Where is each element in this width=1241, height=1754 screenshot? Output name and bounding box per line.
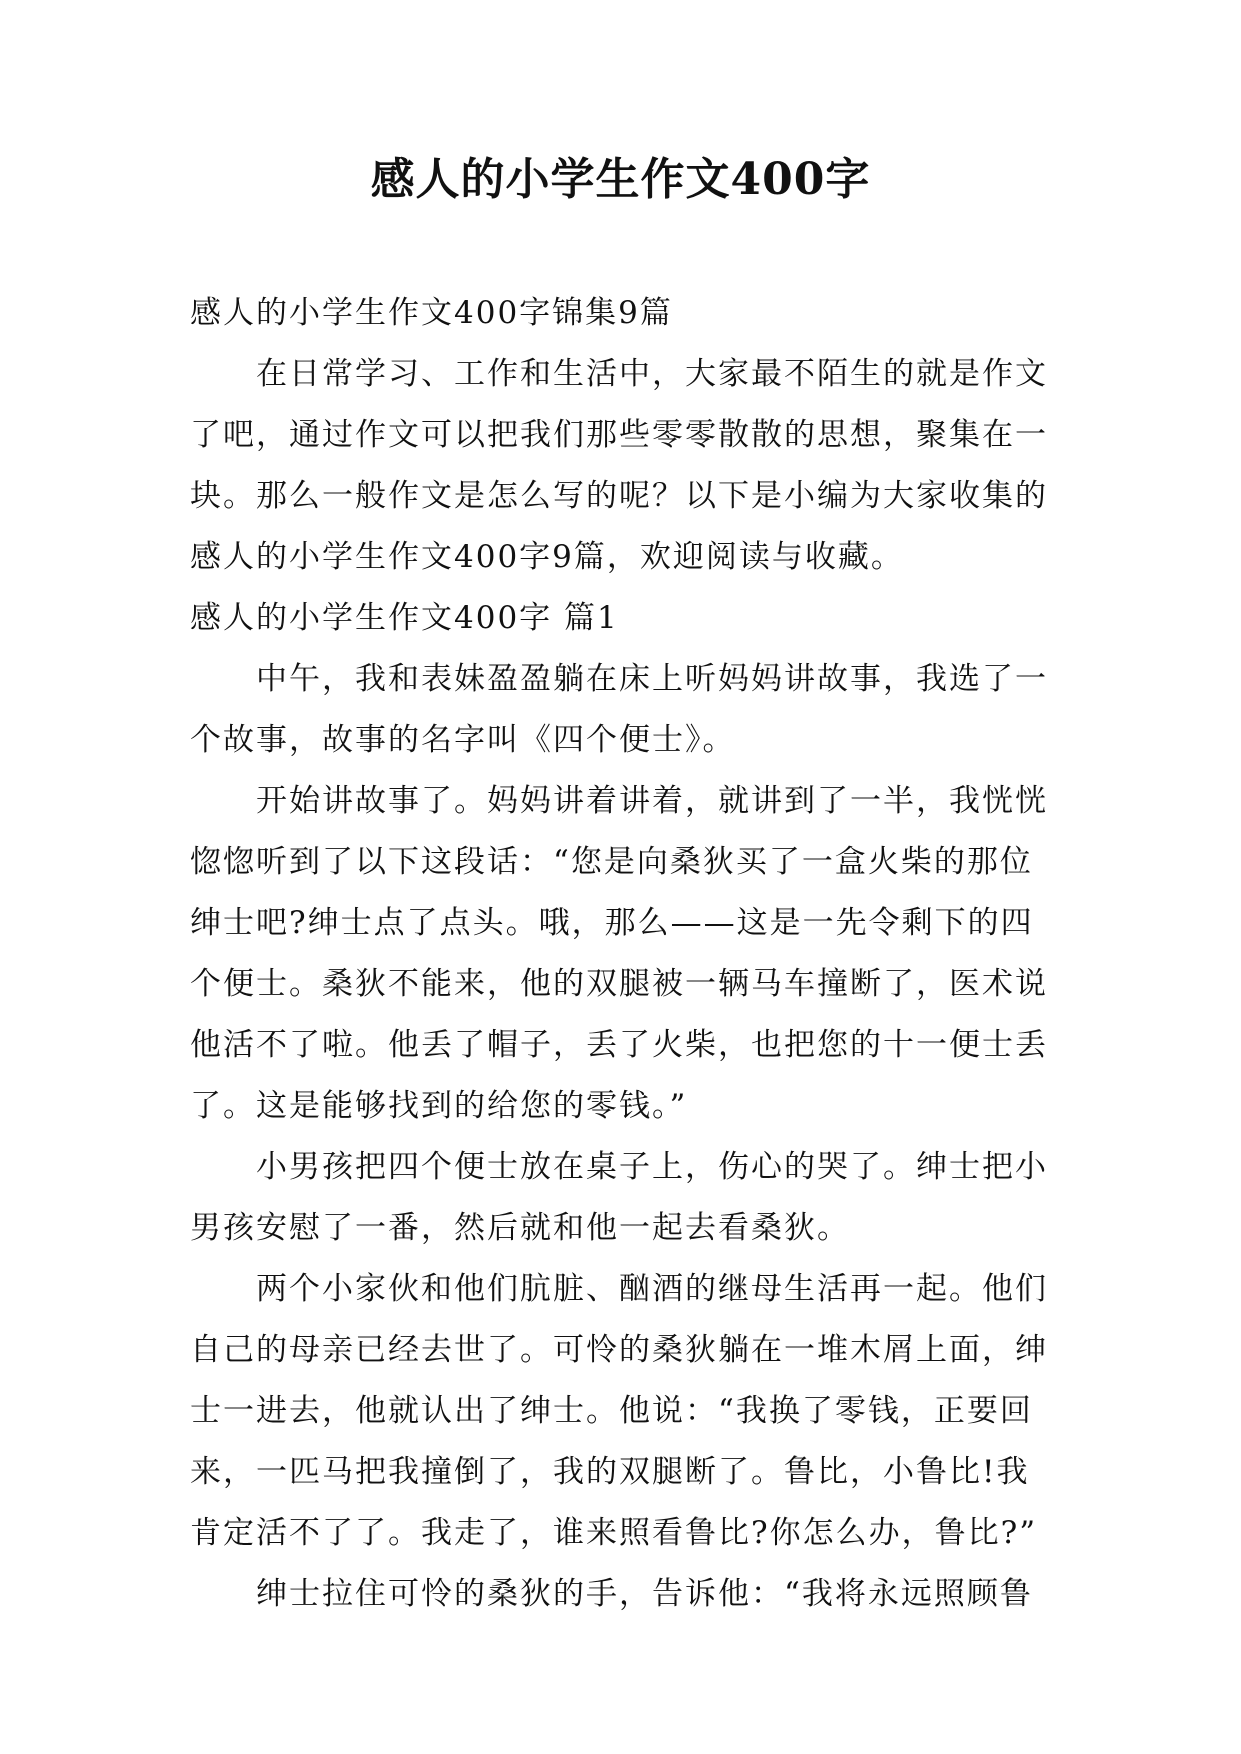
text-line: 中午，我和表妹盈盈躺在床上听妈妈讲故事，我选了一 (256, 661, 1048, 697)
text-line: 来，一匹马把我撞倒了，我的双腿断了。鲁比，小鲁比!我 (190, 1454, 1030, 1490)
text-line: 绅士吧?绅士点了点头。哦，那么——这是一先令剩下的四 (190, 905, 1034, 941)
text-line: 他活不了啦。他丢了帽子，丢了火柴，也把您的十一便士丢 (190, 1027, 1048, 1063)
text-line: 个故事，故事的名字叫《四个便士》。 (190, 722, 736, 758)
text-line: 惚惚听到了以下这段话：“您是向桑狄买了一盒火柴的那位 (190, 844, 1033, 880)
text-line: 开始讲故事了。妈妈讲着讲着，就讲到了一半，我恍恍 (256, 783, 1048, 819)
text-line: 男孩安慰了一番，然后就和他一起去看桑狄。 (190, 1210, 850, 1246)
document-body (190, 283, 1050, 1625)
text-line: 感人的小学生作文400字9篇，欢迎阅读与收藏。 (190, 539, 904, 575)
text-line: 了。这是能够找到的给您的零钱。” (190, 1088, 688, 1124)
text-line: 两个小家伙和他们肮脏、酗酒的继母生活再一起。他们 (256, 1271, 1048, 1307)
text-line: 了吧，通过作文可以把我们那些零零散散的思想，聚集在一 (190, 417, 1048, 453)
text-line: 自己的母亲已经去世了。可怜的桑狄躺在一堆木屑上面，绅 (190, 1332, 1048, 1368)
text-line: 士一进去，他就认出了绅士。他说：“我换了零钱，正要回 (190, 1393, 1033, 1429)
text-line: 绅士拉住可怜的桑狄的手，告诉他：“我将永远照顾鲁 (256, 1576, 1033, 1612)
text-line: 在日常学习、工作和生活中，大家最不陌生的就是作文 (256, 356, 1048, 392)
text-line: 感人的小学生作文400字 篇1 (190, 600, 619, 636)
text-line: 块。那么一般作文是怎么写的呢？以下是小编为大家收集的 (190, 478, 1048, 514)
text-line: 小男孩把四个便士放在桌子上，伤心的哭了。绅士把小 (256, 1149, 1048, 1185)
text-line: 感人的小学生作文400字锦集9篇 (190, 295, 673, 331)
text-line: 个便士。桑狄不能来，他的双腿被一辆马车撞断了，医术说 (190, 966, 1048, 1002)
text-line: 肯定活不了了。我走了，谁来照看鲁比?你怎么办，鲁比?” (190, 1515, 1038, 1551)
document-title: 感人的小学生作文400字 (370, 154, 871, 205)
